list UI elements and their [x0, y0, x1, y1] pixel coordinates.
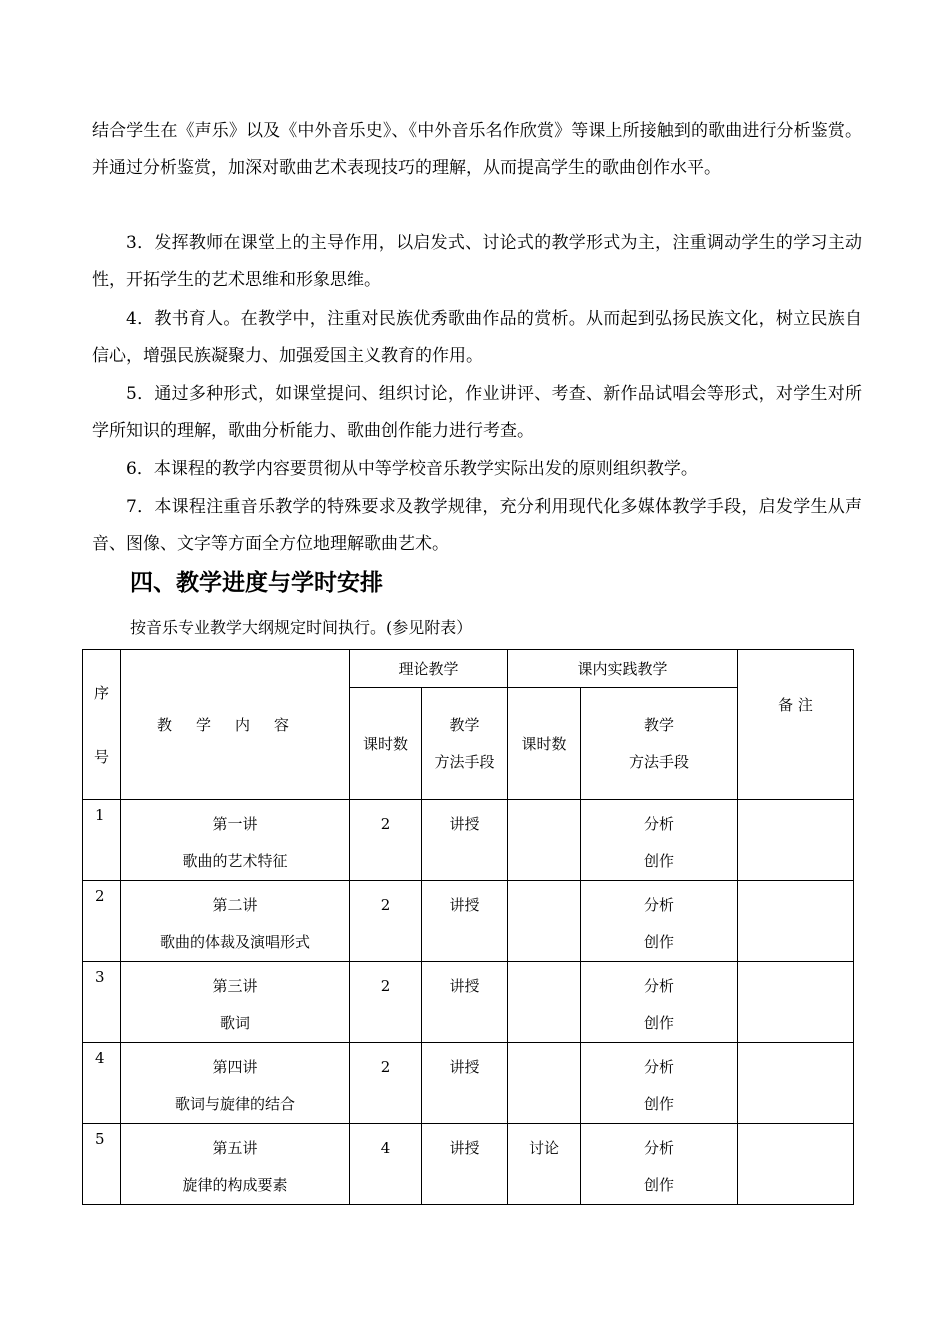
paragraph-item-4: 4．教书育人。在教学中，注重对民族优秀歌曲作品的赏析。从而起到弘扬民族文化，树立民族自信心，增强民族凝聚力、加强爱国主义教育的作用。 [92, 309, 862, 366]
row-practice-method: 分析 创作 [581, 1043, 738, 1124]
remarks-header: 备 注 [738, 650, 854, 800]
row-content: 第一讲 歌曲的艺术特征 [121, 800, 350, 881]
row-practice-method: 分析 创作 [581, 881, 738, 962]
row-practice-method: 分析 创作 [581, 962, 738, 1043]
practice-method-header: 教学 方法手段 [581, 688, 738, 800]
theory-group-header: 理论教学 [350, 650, 508, 688]
row-theory-method: 讲授 [422, 1124, 508, 1205]
row-number: 5 [83, 1124, 121, 1205]
row-theory-method: 讲授 [422, 1043, 508, 1124]
paragraph-item-7: 7．本课程注重音乐教学的特殊要求及教学规律，充分利用现代化多媒体教学手段，启发学生从声音、图像、文字等方面全方位地理解歌曲艺术。 [92, 497, 862, 554]
row-content: 第四讲 歌词与旋律的结合 [121, 1043, 350, 1124]
paragraph-item-5: 5．通过多种形式，如课堂提问、组织讨论，作业讲评、考查、新作品试唱会等形式，对学生对所学所知识的理解，歌曲分析能力、歌曲创作能力进行考查。 [92, 384, 862, 441]
row-practice-hours [508, 1043, 581, 1124]
row-practice-hours [508, 962, 581, 1043]
row-content: 第三讲 歌词 [121, 962, 350, 1043]
row-remarks [738, 881, 854, 962]
row-practice-hours [508, 881, 581, 962]
table-header-row-1 [83, 650, 854, 688]
row-theory-hours: 2 [350, 800, 422, 881]
paragraph-item-3: 3．发挥教师在课堂上的主导作用，以启发式、讨论式的教学形式为主，注重调动学生的学习主动性，开拓学生的艺术思维和形象思维。 [92, 233, 862, 290]
practice-group-header: 课内实践教学 [508, 650, 738, 688]
practice-hours-header: 课时数 [508, 688, 581, 800]
row-number: 4 [83, 1043, 121, 1124]
row-remarks [738, 800, 854, 881]
row-remarks [738, 1043, 854, 1124]
table-row [83, 1124, 854, 1205]
row-theory-method: 讲授 [422, 881, 508, 962]
row-practice-method: 分析 创作 [581, 1124, 738, 1205]
table-row [83, 881, 854, 962]
row-theory-method: 讲授 [422, 962, 508, 1043]
row-content: 第二讲 歌曲的体裁及演唱形式 [121, 881, 350, 962]
seq-header-bottom: 号 [93, 747, 109, 766]
theory-method-header: 教学 方法手段 [422, 688, 508, 800]
row-practice-method: 分析 创作 [581, 800, 738, 881]
paragraph-item-6: 6．本课程的教学内容要贯彻从中等学校音乐教学实际出发的原则组织教学。 [126, 459, 698, 479]
table-right-border [853, 649, 854, 1179]
section-heading: 四、教学进度与学时安排 [130, 570, 383, 596]
row-theory-method: 讲授 [422, 800, 508, 881]
row-content: 第五讲 旋律的构成要素 [121, 1124, 350, 1205]
table-row [83, 962, 854, 1043]
seq-header-top: 序 [93, 683, 109, 702]
row-remarks [738, 962, 854, 1043]
row-theory-hours: 2 [350, 962, 422, 1043]
schedule-table [82, 649, 854, 1205]
row-number: 2 [83, 881, 121, 962]
row-practice-hours: 讨论 [508, 1124, 581, 1205]
row-number: 3 [83, 962, 121, 1043]
row-theory-hours: 4 [350, 1124, 422, 1205]
row-theory-hours: 2 [350, 881, 422, 962]
paragraph-continuation: 结合学生在《声乐》以及《中外音乐史》、《中外音乐名作欣赏》等课上所接触到的歌曲进行分析鉴赏。并通过分析鉴赏，加深对歌曲艺术表现技巧的理解，从而提高学生的歌曲创作水平。 [92, 121, 862, 178]
row-number: 1 [83, 800, 121, 881]
content-header [121, 650, 350, 800]
theory-hours-header: 课时数 [350, 688, 422, 800]
table-row [83, 800, 854, 881]
content-header-label: 教学内容 [156, 716, 313, 734]
seq-header [83, 650, 121, 800]
row-remarks [738, 1124, 854, 1205]
row-theory-hours: 2 [350, 1043, 422, 1124]
table-row [83, 1043, 854, 1124]
row-practice-hours [508, 800, 581, 881]
section-note: 按音乐专业教学大纲规定时间执行。(参见附表） [130, 618, 473, 637]
